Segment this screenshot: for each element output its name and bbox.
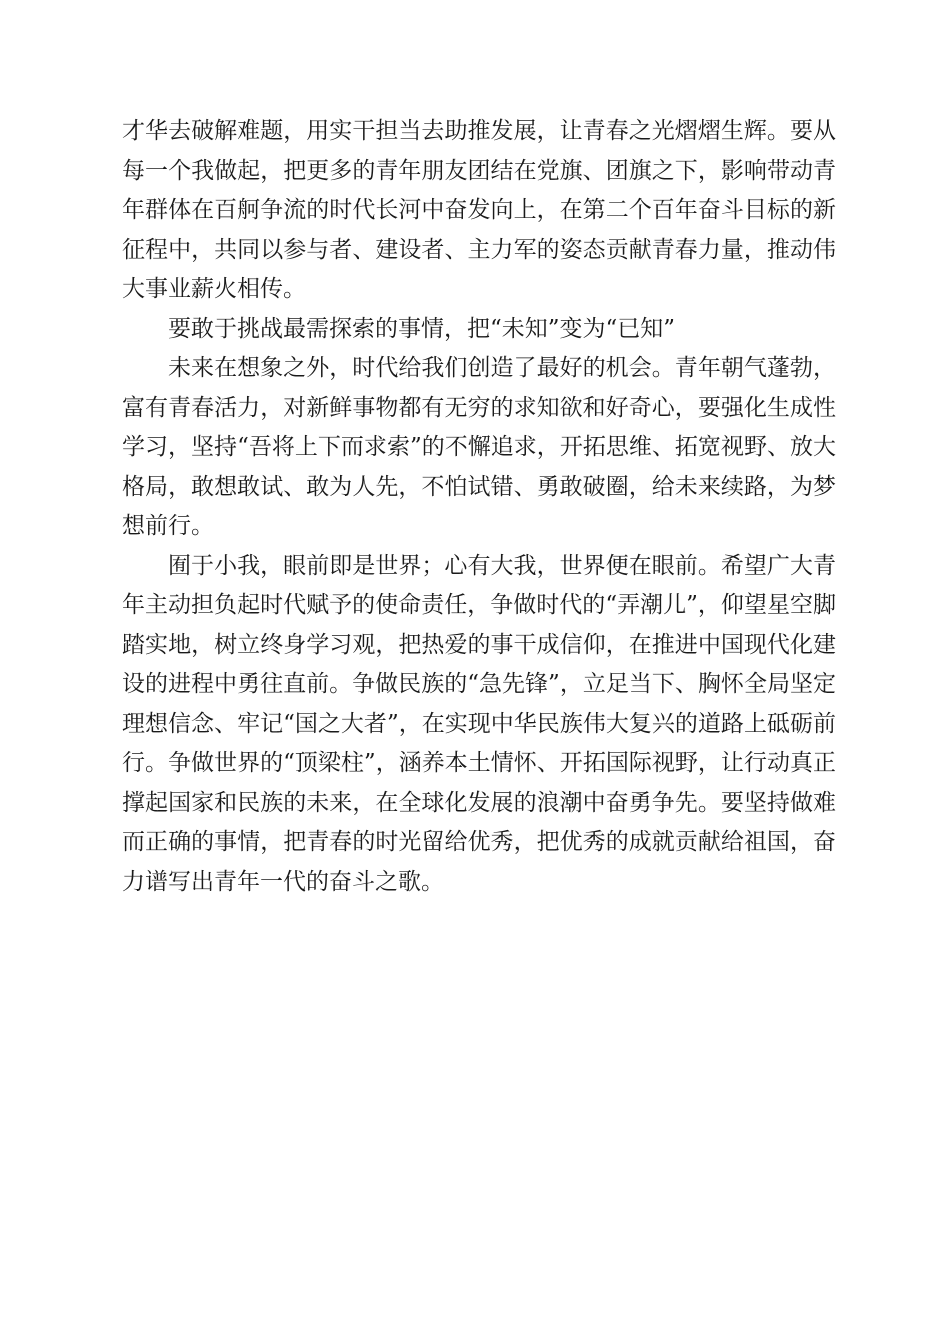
section-heading: 要敢于挑战最需探索的事情，把“未知”变为“已知” bbox=[168, 315, 676, 342]
paragraph-world: 囿于小我，眼前即是世界；心有大我，世界便在眼前。希望广大青年主动担负起时代赋予的使命责任，争做时代的“弄潮儿”，仰望星空脚踏实地，树立终身学习观，把热爱的事干成信仰，在推进中国现代化建设的进程中勇往直前。争做民族的“急先锋”，立足当下、胸怀全局坚定理想信念、牢记“国之大者”，在实现中华民族伟大复兴的道路上砥砺前行。争做世界的“顶梁柱”，涵养本土情怀、开拓国际视野，让行动真正撑起国家和民族的未来，在全球化发展的浪潮中奋勇争先。要坚持做难而正确的事情，把青春的时光留给优秀，把优秀的成就贡献给祖国，奋力谱写出青年一代的奋斗之歌。 bbox=[122, 552, 836, 895]
paragraph-future: 未来在想象之外，时代给我们创造了最好的机会。青年朝气蓬勃，富有青春活力，对新鲜事物都有无穷的求知欲和好奇心，要强化生成性学习，坚持“吾将上下而求索”的不懈追求，开拓思维、拓宽视野、放大格局，敢想敢试、敢为人先，不怕试错、勇敢破圈，给未来续路，为梦想前行。 bbox=[122, 355, 836, 539]
paragraph-continuation: 才华去破解难题，用实干担当去助推发展，让青春之光熠熠生辉。要从每一个我做起，把更多的青年朋友团结在党旗、团旗之下，影响带动青年群体在百舸争流的时代长河中奋发向上，在第二个百年奋斗目标的新征程中，共同以参与者、建设者、主力军的姿态贡献青春力量，推动伟大事业薪火相传。 bbox=[122, 118, 836, 302]
document-body bbox=[122, 112, 836, 902]
